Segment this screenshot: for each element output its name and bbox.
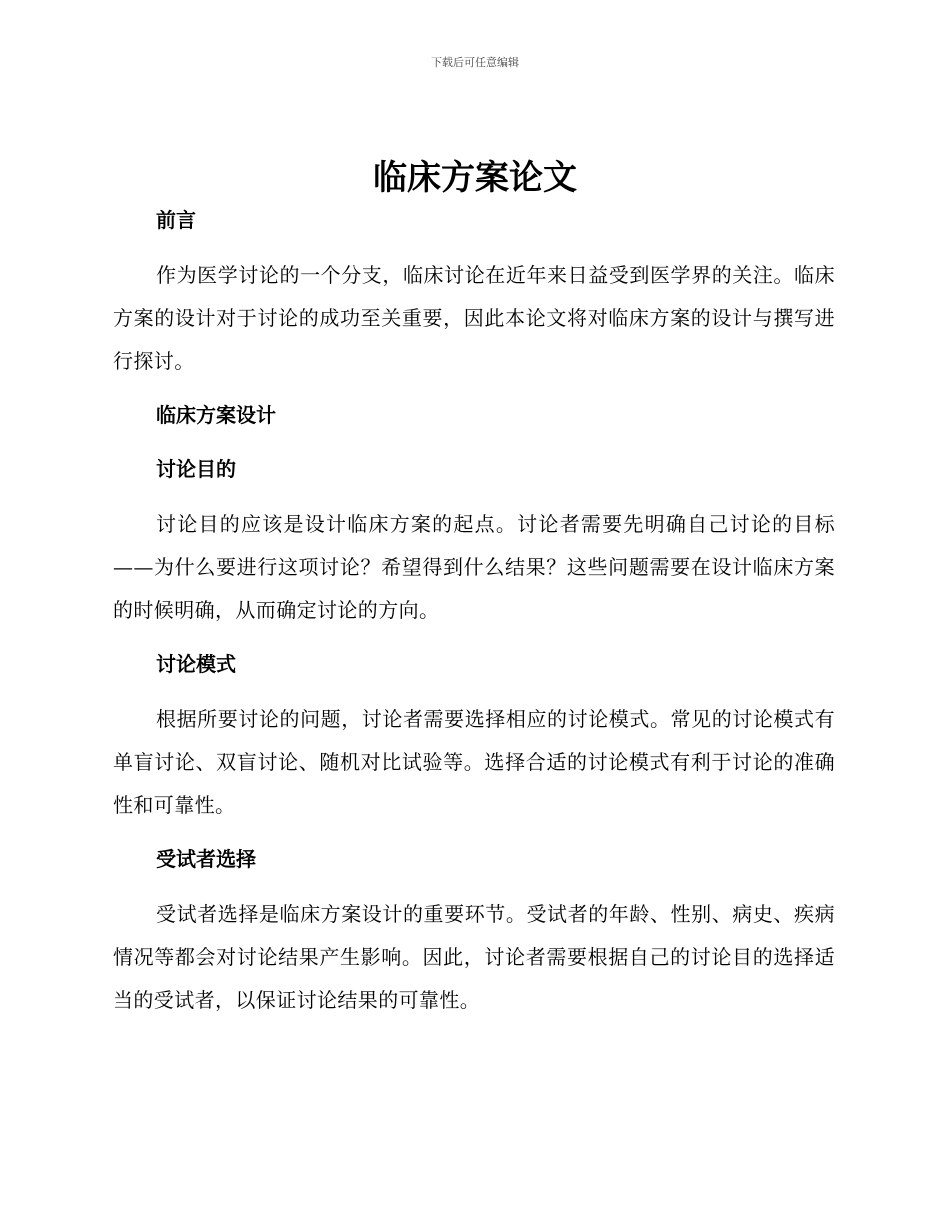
section-heading-protocol-design: 临床方案设计 [156,403,276,427]
section-paragraph-subject-selection: 受试者选择是临床方案设计的重要环节。受试者的年龄、性别、病史、疾病情况等都会对讨论结果产生影响。因此，讨论者需要根据自己的讨论目的选择适当的受试者，以保证讨论结果的可靠性。 [113,902,835,1012]
section-heading-subject-selection: 受试者选择 [156,847,256,871]
section-heading-research-purpose: 讨论目的 [156,457,236,481]
section-heading-research-mode: 讨论模式 [156,652,236,676]
document-body [113,200,835,1034]
section-paragraph-research-mode: 根据所要讨论的问题，讨论者需要选择相应的讨论模式。常见的讨论模式有单盲讨论、双盲讨论、随机对比试验等。选择合适的讨论模式有利于讨论的准确性和可靠性。 [113,707,835,817]
section-paragraph-research-purpose: 讨论目的应该是设计临床方案的起点。讨论者需要先明确自己讨论的目标——为什么要进行这项讨论？希望得到什么结果？这些问题需要在设计临床方案的时候明确，从而确定讨论的方向。 [113,512,835,622]
header-note: 下载后可任意编辑 [431,56,519,69]
section-heading-preface: 前言 [156,208,196,232]
section-paragraph-preface: 作为医学讨论的一个分支，临床讨论在近年来日益受到医学界的关注。临床方案的设计对于讨论的成功至关重要，因此本论文将对临床方案的设计与撰写进行探讨。 [113,263,835,373]
document-title: 临床方案论文 [373,158,577,198]
